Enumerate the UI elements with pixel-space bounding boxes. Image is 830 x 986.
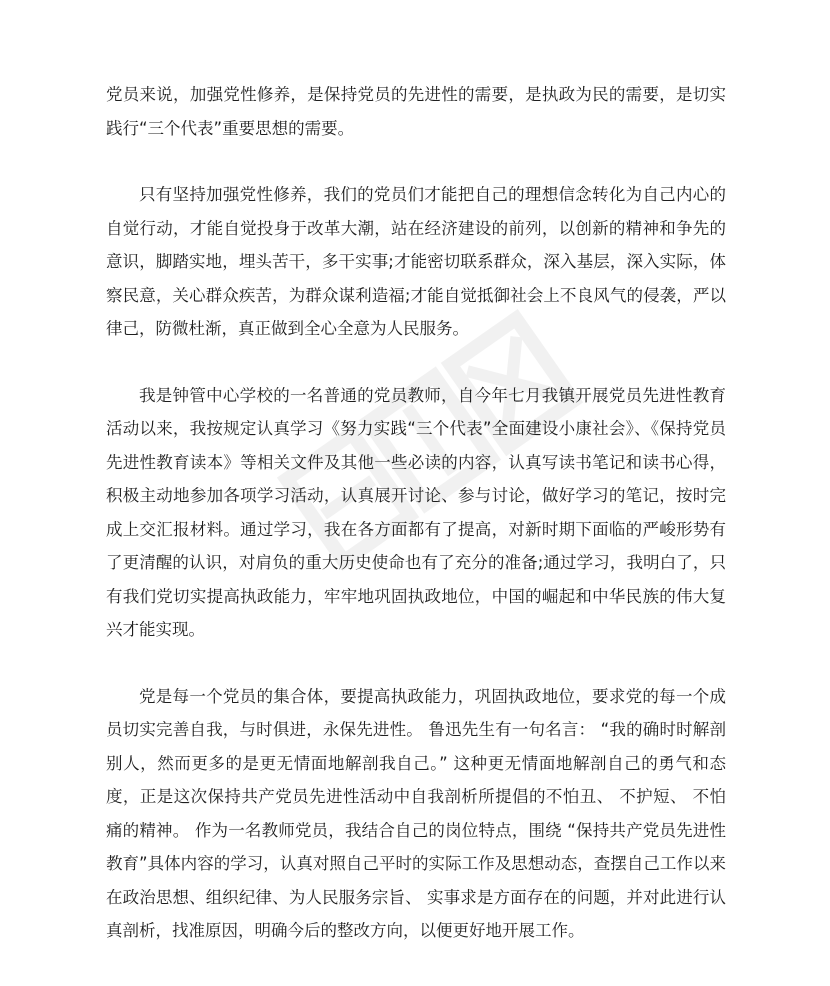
document-body: [106, 78, 726, 981]
paragraph-3: 我是钟管中心学校的一名普通的党员教师，自今年七月我镇开展党员先进性教育活动以来，我按规定认真学习《努力实践“三个代表”全面建设小康社会》、《保持党员先进性教育读本》等相关文件及其他一些必读的内容，认真写读书笔记和读书心得，积极主动地参加各项学习活动，认真展开讨论、参与讨论，做好学习的笔记，按时完成上交汇报材料。通过学习，我在各方面都有了提高，对新时期下面临的严峻形势有了更清醒的认识，对肩负的重大历史使命也有了充分的准备;通过学习，我明白了，只有我们党切实提高执政能力，牢牢地巩固执政地位，中国的崛起和中华民族的伟大复兴才能实现。: [106, 385, 726, 639]
paragraph-1: 党员来说，加强党性修养，是保持党员的先进性的需要，是执政为民的需要，是切实践行“三个代表”重要思想的需要。: [106, 85, 726, 138]
paragraph-2: 只有坚持加强党性修养，我们的党员们才能把自己的理想信念转化为自己内心的自觉行动，才能自觉投身于改革大潮，站在经济建设的前列，以创新的精神和争先的意识，脚踏实地，埋头苦干，多干实事;才能密切联系群众，深入基层，深入实际，体察民意，关心群众疾苦，为群众谋利造福;才能自觉抵御社会上不良风气的侵袭，严以律己，防微杜渐，真正做到全心全意为人民服务。: [106, 185, 726, 338]
paragraph-4: 党是每一个党员的集合体，要提高执政能力，巩固执政地位，要求党的每一个成员切实完善自我，与时俱进，永保先进性。 鲁迅先生有一句名言： “我的确时时解剖别人，然而更多的是更无情面地解剖我自己。” 这种更无情面地解剖自己的勇气和态度，正是这次保持共产党员先进性活动中自我剖析所提倡的不怕丑、 不护短、 不怕痛的精神。 作为一名教师党员，我结合自己的岗位特点，围绕 “保持共产党员先进性教育”具体内容的学习，认真对照自己平时的实际工作及思想动态，查摆自己工作以来在政治思想、组织纪律、为人民服务宗旨、 实事求是方面存在的问题，并对此进行认真剖析，找准原因，明确今后的整改方向，以便更好地开展工作。: [106, 686, 726, 940]
